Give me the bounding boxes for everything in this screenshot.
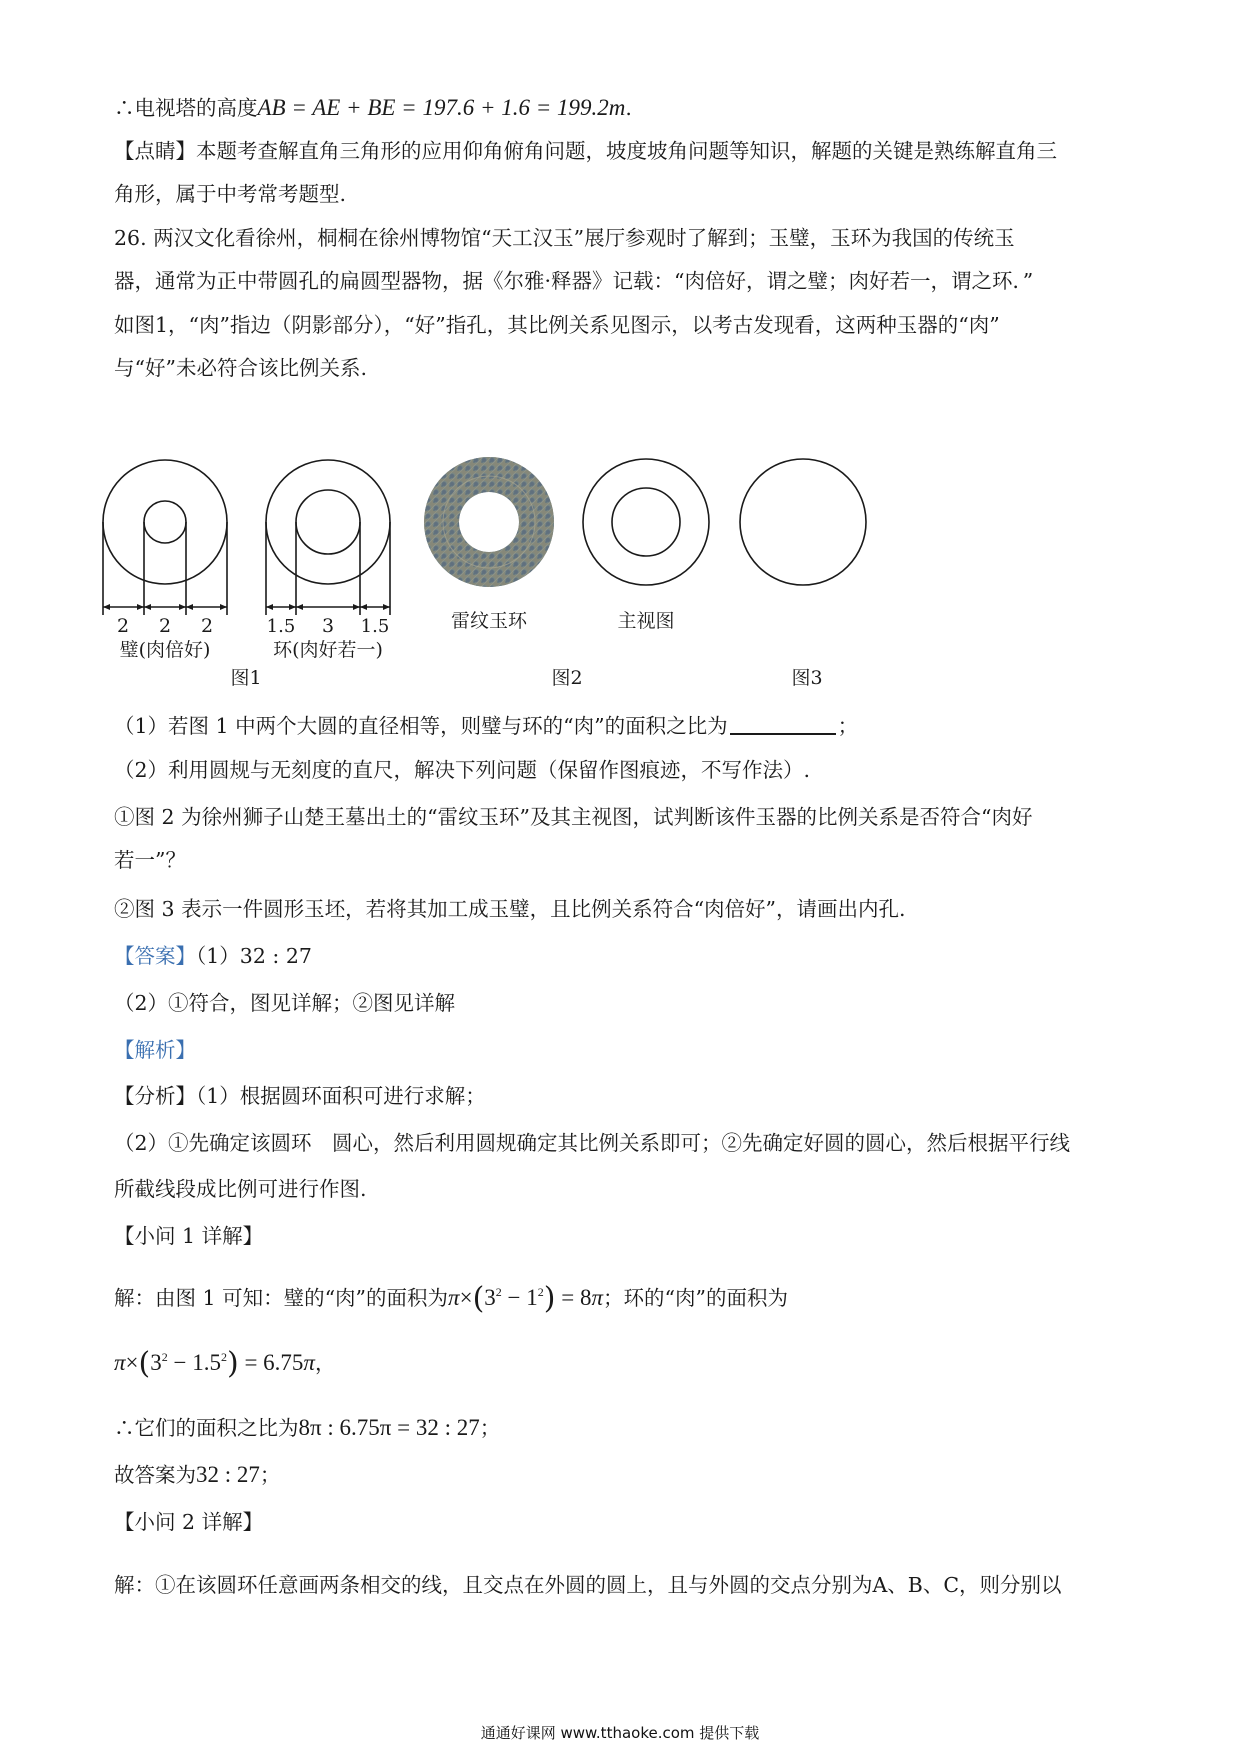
question-26-line-2: 器，通常为正中带圆孔的扁圆型器物，据《尔雅·释器》记载：“肉倍好，谓之璧；肉好若一，谓之环．” [114, 269, 1034, 293]
bi-dim-3: 2 [200, 615, 214, 637]
answer-blank [730, 713, 836, 735]
leiwen-jade-photo [424, 457, 554, 587]
question-2: （2）利用圆规与无刻度的直尺，解决下列问题（保留作图痕迹，不写作法）. [114, 758, 811, 782]
subquestion-2-heading: 【小问 2 详解】 [114, 1510, 264, 1534]
question-2a-line-2: 若一”？ [114, 848, 186, 872]
bi-caption: 璧(肉倍好) [119, 639, 211, 661]
bi-figure [103, 460, 227, 615]
bi-dim-2: 2 [158, 615, 172, 637]
leiwen-caption: 雷纹玉环 [450, 610, 528, 632]
math-expression: AB = AE + BE = 197.6 + 1.6 = 199.2m [257, 95, 626, 120]
fenxi-line-1: 【分析】（1）根据圆环面积可进行求解； [114, 1084, 486, 1108]
huan-caption: 环(肉好若一) [273, 639, 383, 661]
analysis-label: 【解析】 [114, 1038, 196, 1062]
fig3-label: 图3 [791, 667, 823, 689]
question-2b: ②图 3 表示一件圆形玉坯，若将其加工成玉璧，且比例关系符合“肉倍好”，请画出内孔. [114, 897, 906, 921]
solution-line-1: 解：由图 1 可知：璧的“肉”的面积为$\pi\times(3^2 - 1^2) = 8\pi$；环的“肉”的面积为 [114, 1281, 788, 1316]
fig3-circle [740, 459, 866, 585]
dianjing-line-2: 角形，属于中考常考题型. [114, 182, 347, 206]
solution-line-4: 故答案为32 : 27； [114, 1462, 281, 1487]
huan-dim-1: 1.5 [266, 616, 296, 637]
question-1: （1）若图 1 中两个大圆的直径相等，则璧与环的“肉”的面积之比为 ； [114, 714, 859, 738]
answer-label: 【答案】 [114, 944, 196, 968]
page-footer: 通通好课网 www.tthaoke.com 提供下载 [480, 1724, 760, 1742]
front-view-figure [583, 459, 709, 585]
dianjing-line-1: 【点睛】本题考查解直角三角形的应用仰角俯角问题，坡度坡角问题等知识，解题的关键是熟练解直角三 [114, 139, 1057, 163]
fig1-label: 图1 [230, 667, 262, 689]
text-line: ∴电视塔的高度AB = AE + BE = 197.6 + 1.6 = 199.2m. [114, 95, 632, 120]
subquestion-1-heading: 【小问 1 详解】 [114, 1224, 264, 1248]
question-26-line-1: 26. 两汉文化看徐州，桐桐在徐州博物馆“天工汉玉”展厅参观时了解到；玉璧，玉环为我国的传统玉 [114, 226, 1015, 250]
front-view-caption: 主视图 [617, 610, 675, 632]
fenxi-line-2: （2）①先确定该圆环 圆心，然后利用圆规确定其比例关系即可；②先确定好圆的圆心，然后根据平行线 [114, 1131, 1071, 1155]
bi-dim-1: 2 [116, 615, 130, 637]
jade-figures [0, 0, 1240, 700]
question-2a-line-1: ①图 2 为徐州狮子山楚王墓出土的“雷纹玉环”及其主视图，试判断该件玉器的比例关系是否符合“肉好 [114, 805, 1033, 829]
answer-line-2: （2）①符合，图见详解；②图见详解 [114, 991, 456, 1015]
huan-dim-3: 1.5 [360, 616, 390, 637]
solution-line-5: 解：①在该圆环任意画两条相交的线，且交点在外圆的圆上，且与外圆的交点分别为A、B、C，则分别以 [114, 1573, 1062, 1597]
huan-dim-2: 3 [321, 615, 335, 637]
solution-line-2: $\pi\times(3^2 - 1.5^2) = 6.75\pi$， [114, 1346, 336, 1381]
question-26-line-4: 与“好”未必符合该比例关系. [114, 356, 367, 380]
fig2-label: 图2 [551, 667, 583, 689]
huan-figure [266, 460, 390, 615]
solution-line-3: ∴它们的面积之比为8π : 6.75π = 32 : 27； [114, 1415, 501, 1440]
answer-line-1: 【答案】（1）32 : 27 [114, 944, 312, 968]
fenxi-line-3: 所截线段成比例可进行作图. [114, 1177, 367, 1201]
question-26-line-3: 如图1，“肉”指边（阴影部分），“好”指孔，其比例关系见图示，以考古发现看，这两种玉器的“肉” [114, 313, 1000, 337]
